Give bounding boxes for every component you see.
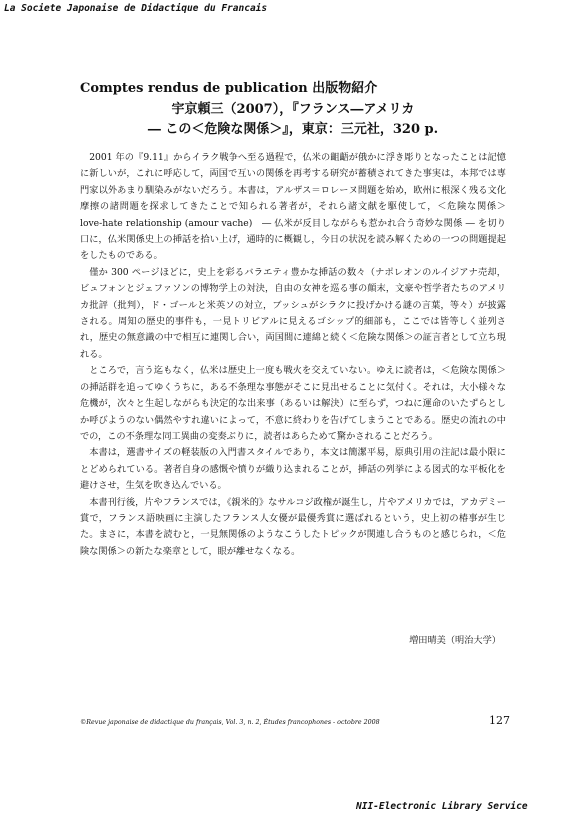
header-banner: La Societe Japonaise de Didactique du Francais	[4, 3, 268, 14]
book-title-line-2: ― この＜危険な関係＞』，東京：三元社，320 p.	[147, 122, 439, 137]
author-signature: 増田晴美（明治大学）	[409, 635, 501, 646]
paragraph: 本書は，選書サイズの軽装版の入門書スタイルであり，本文は簡潔平易，原典引用の注記は最小限にとどめられている。著者自身の感慨や憤りが織り込まれることが，挿話の列挙による図式的な平板化を避けさせ，生気を吹き込んでいる。	[80, 447, 506, 492]
paragraph: ところで，言う迄もなく，仏米は歴史上一度も戦火を交えていない。ゆえに読者は，＜危険な関係＞の挿話群を追ってゆくうちに，ある不条理な事態がそこに見出せることに気付く。それは，大小様々な危機が，次々と生起しながらも決定的な出来事（あるいは解決）に至らず，つねに運命のいたずらとしか呼びようのない偶然やすれ違いによって，不意に終わりを告げてしまうことである。歴史の流れの中での，この不条理な同工異曲の変奏ぶりに，読者はあらためて驚かされることだろう。	[80, 365, 506, 442]
footer-citation: ©Revue japonaise de didactique du français, Vol. 3, n. 2, Études francophones - octobre 2008	[80, 719, 380, 726]
section-title: Comptes rendus de publication 出版物紹介	[80, 81, 378, 96]
page-number: 127	[489, 714, 510, 727]
paragraph: 2001 年の『9.11』からイラク戦争へ至る過程で，仏米の齟齬が俄かに浮き彫りとなったことは記憶に新しいが，これに呼応して，両国で互いの関係を再考する研究が蓄積されてきた事実は，本邦では専門家以外あまり馴染みがないだろう。本書は，アルザス＝ロレーヌ問題を始め，欧州に根深く残る文化摩擦の諸問題を探求してきたことで知られる著者が，それら諸文献を駆使して，＜危険な関係＞ love-hate relationship (amour vache) ― 仏米が反目しながらも惹かれ合う奇妙な関係 ― を切り口に，仏米関係史上の挿話を拾い上げ，通時的に概観し，今日の状況を読み解くための一つの問題提起をしたものである。	[80, 152, 516, 262]
book-title-line-1: 宇京頼三（2007），『フランス―アメリカ	[171, 102, 415, 117]
review-body	[80, 150, 516, 560]
paragraph: 本書刊行後，片やフランスでは，《親米的》なサルコジ政権が誕生し，片やアメリカでは，アカデミー賞で，フランス語映画に主演したフランス人女優が最優秀賞に選ばれるという，史上初の椿事が生じた。まさに，本書を読むと，一見無関係のようなこうしたトピックが関連し合うものと感じられ，＜危険な関係＞の新たな楽章として，眼が離せなくなる。	[80, 496, 506, 557]
footer-banner: NII-Electronic Library Service	[356, 801, 528, 812]
paragraph: 僅か 300 ページほどに，史上を彩るバラエティ豊かな挿話の数々（ナポレオンのルイジアナ売却，ビュフォンとジェファソンの博物学上の対決，自由の女神を巡る事の顛末，文豪や哲学者たちのアメリカ批評（批判），ド・ゴールと米英ソの対立，ブッシュがシラクに投げかける謎の言葉，等々）が披露される。周知の歴史的事件も，一見トリビアルに見えるゴシップ的細部も，ここでは皆等しく並列され，歴史の無意識の中で相互に連関し合い，両国間に連綿と続く＜危険な関係＞の証言者として立ち現れる。	[80, 266, 506, 360]
